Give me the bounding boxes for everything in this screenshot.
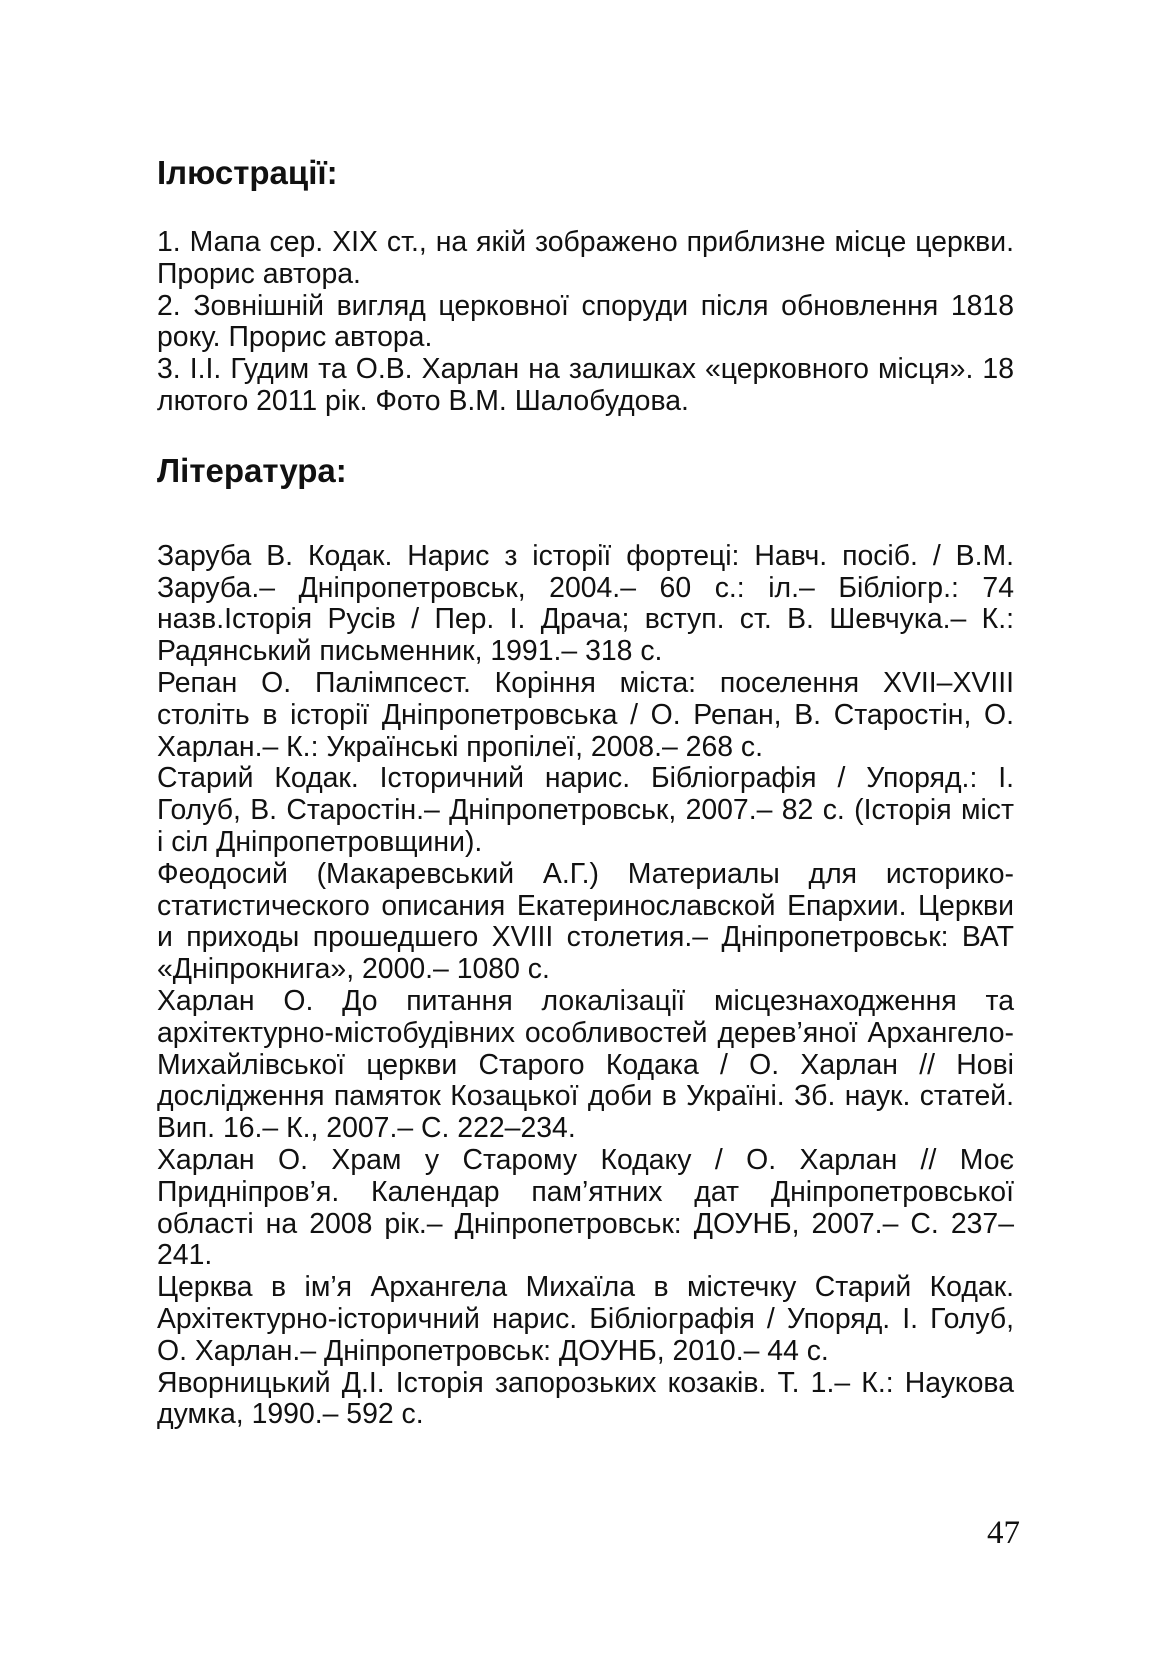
page-body bbox=[157, 150, 1014, 1431]
bibliography-entry: Феодосий (Макаревський А.Г.) Материалы для историко-статистического описания Екатеринославской Епархии. Церкви и приходы прошедшего XVIII столетия.– Дніпропетровськ: ВАТ «Дніпрокнига», 2000.– 1080 с. bbox=[157, 857, 1014, 986]
illustration-item: 1. Мапа сер. ХІХ ст., на якій зображено приблизне місце церкви. Прорис автора. bbox=[157, 226, 1014, 290]
literature-heading: Література: bbox=[157, 451, 347, 489]
illustrations-list bbox=[157, 227, 1014, 418]
illustration-item: 2. Зовнішній вигляд церковної споруди після обновлення 1818 року. Прорис автора. bbox=[157, 289, 1014, 354]
bibliography-entry: Заруба В. Кодак. Нарис з історії фортеці: Навч. посіб. / В.М. Заруба.– Дніпропетровськ, 2004.– 60 с.: іл.– Бібліогр.: 74 назв.Історія Русів / Пер. І. Драча; вступ. ст. В. Шевчука.– К.: Радянський письменник, 1991.– 318 с. bbox=[157, 539, 1014, 668]
bibliography-entry: Старий Кодак. Історичний нарис. Бібліографія / Упоряд.: І. Голуб, В. Старостін.– Дніпропетровськ, 2007.– 82 с. (Історія міст і сіл Дніпропетровщини). bbox=[157, 762, 1014, 858]
bibliography-entry: Яворницький Д.І. Історія запорозьких козаків. Т. 1.– К.: Наукова думка, 1990.– 592 с. bbox=[157, 1366, 1014, 1431]
bibliography-entry: Церква в ім’я Архангела Михаїла в містечку Старий Кодак. Архітектурно-історичний нарис. Бібліографія / Упоряд. І. Голуб, О. Харлан.– Дніпропетровськ: ДОУНБ, 2010.– 44 с. bbox=[157, 1271, 1014, 1367]
illustrations-heading: Ілюстрації: bbox=[157, 154, 338, 191]
literature-list bbox=[157, 541, 1014, 1431]
bibliography-entry: Харлан О. Храм у Старому Кодаку / О. Харлан // Моє Придніпров’я. Календар пам’ятних дат Дніпропетровської області на 2008 рік.– Дніпропетровськ: ДОУНБ, 2007.– С. 237–241. bbox=[157, 1143, 1014, 1272]
bibliography-entry: Репан О. Палімпсест. Коріння міста: поселення XVII–XVIII століть в історії Дніпропетровська / О. Репан, В. Старостін, О. Харлан.– К.: Українські пропілеї, 2008.– 268 с. bbox=[157, 666, 1014, 763]
bibliography-entry: Харлан О. До питання локалізації місцезнаходження та архітектурно-містобудівних особливостей дерев’яної Архангело-Михайлівської церкви Старого Кодака / О. Харлан // Нові дослідження памяток Козацької доби в Україні. Зб. наук. статей. Вип. 16.– К., 2007.– С. 222–234. bbox=[157, 984, 1014, 1145]
page-number: 47 bbox=[987, 1515, 1020, 1551]
illustration-item: 3. І.І. Гудим та О.В. Харлан на залишках «церковного місця». 18 лютого 2011 рік. Фото В.М. Шалобудова. bbox=[157, 353, 1014, 417]
